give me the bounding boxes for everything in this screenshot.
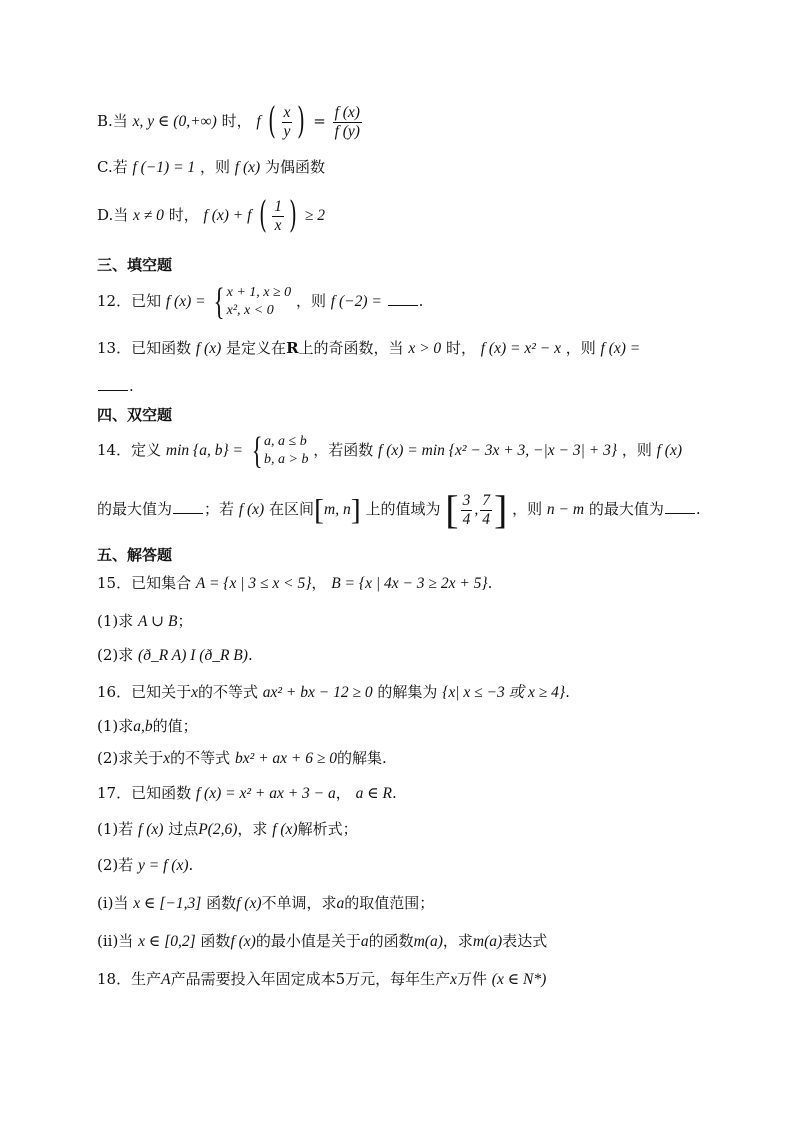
q17-p2: (2)若 [97,856,134,874]
option-c-expr: f (−1) = 1 [132,159,196,176]
question-16 [97,685,570,701]
q17-p2-end: . [188,856,194,874]
question-12 [97,283,423,321]
q17-ii-end: 表达式 [502,932,548,950]
question-14 [97,432,682,470]
q14-l2-t4: 上的值域为 [365,500,441,518]
q17-subpart-i [97,896,434,912]
question-15 [97,576,492,592]
q17-number: 17．已知函数 [97,784,192,802]
q17-ii-m: m(a) [413,933,443,950]
section-3-title: 三、填空题 [97,256,173,274]
q18-t2: 万件 [457,970,488,988]
q14-number: 14．定义 [97,441,162,459]
q17-p1-f: f (x) [138,821,164,838]
question-14-line-2: 的最大值为 ；若 f (x) 在区间[m, n] 上的值域为 [ $\frac{3}{4}$ , $\frac{7}{4}$ ] ，则 n − m 的最大值为 . [97,487,701,532]
option-b-frac-den: y [283,122,291,140]
q17-ii-label: (ii)当 [97,932,134,950]
q13-t2: 上的奇函数，当 [298,339,404,357]
q14-answer-blank-2 [665,499,695,514]
option-d-tail: ≥ 2 [304,207,325,224]
q17-i-f: f (x) [236,895,262,912]
q17-i-a: a [336,895,345,912]
q16-p2-ineq: bx² + ax + 6 ≥ 0 [234,750,338,767]
q14-t2: ，则 [621,441,652,459]
q16-number: 16．已知关于 [97,683,192,701]
q14-piecewise: { a, a ≤ b b, a > b [251,430,309,472]
q15-end: . [487,574,493,592]
q18-number: 18．生产 [97,970,162,988]
option-b-paren: ( $\frac{x}{y}$ ) [268,101,306,142]
q14-end: . [695,500,701,518]
q14-l2-t1: 的最大值为 [97,500,173,518]
q15-number: 15．已知集合 [97,574,192,592]
option-b-rhs [333,105,362,139]
q15-p2-label: (2)求 [97,646,134,664]
q14-t1: ，若函数 [313,441,374,459]
q15-p2-expr: (ð_R A) I (ð_R B) [138,647,248,664]
q14-expr: f (x) [656,442,682,459]
q14-case-1: a, a ≤ b [264,434,307,449]
q14-l2-t3: 在区间 [268,500,314,518]
q13-def: f (x) = x² − x [480,340,561,357]
q12-expr: f (x) = [165,293,206,310]
option-d-frac-num: 1 [274,198,282,215]
q17-def: f (x) = x² + ax + 3 − a [195,785,336,802]
q17-i-cond: x ∈ [−1,3] [133,895,202,912]
q17-sep: ， [335,784,351,802]
q14-nm: n − m [546,501,585,518]
question-13 [97,341,640,357]
option-d-paren: ( $\frac{1}{x}$ ) [259,195,297,236]
q13-real-set: R [286,339,299,357]
q15-p2-end: . [247,646,253,664]
q12-mid: ，则 [295,292,326,310]
q14-frac1-den: 4 [462,510,471,528]
q16-p1: (1)求 [97,717,134,735]
q13-expr: f (x) [195,340,222,357]
q17-p1-t2: ，求 [237,820,268,838]
option-d-prefix: D.当 [97,206,129,224]
q15-set-b: B = {x | 4x − 3 ≥ 2x + 5} [331,575,488,592]
question-13-answer-line [97,376,134,394]
q14-frac1-num: 3 [462,492,471,509]
q14-interval: m, n [324,501,351,518]
q17-part-1 [97,822,358,838]
q12-end: . [418,292,424,310]
q13-number: 13．已知函数 [97,339,192,357]
q12-expr2: f (−2) = [330,293,382,310]
q17-ii-f: f (x) [230,933,256,950]
q14-min: min {a, b} = [165,442,243,459]
option-d-frac-den: x [274,216,282,234]
q17-ii-m2: m(a) [472,933,503,950]
option-d-fraction [272,199,284,233]
section-5-title: 五、解答题 [97,546,173,564]
question-18 [97,972,546,988]
q16-t2: 的解集为 [377,683,438,701]
option-c-mid: ，则 [199,158,230,176]
option-b-frac-num: x [283,104,291,121]
q17-ii-a: a [360,933,369,950]
q15-part-2 [97,648,253,664]
option-d-expr: f (x) + f [203,207,252,224]
q16-ineq: ax² + bx − 12 ≥ 0 [262,684,373,701]
option-d-mid: 时， [168,206,199,224]
q15-sep: ， [311,574,327,592]
q13-t4: ，则 [565,339,596,357]
q14-l2-t6: 的最大值为 [588,500,664,518]
q17-ii-t: 函数 [200,932,231,950]
q16-part-2 [97,751,387,767]
q17-part-2 [97,858,193,874]
q17-end: . [392,784,397,802]
q17-p1-t: 过点 [168,820,199,838]
q17-p1-point: P(2,6) [198,821,238,838]
q14-frac2-den: 4 [482,510,490,528]
option-b-eq: = [313,112,326,130]
q16-part-1 [97,719,198,735]
q17-i-label: (i)当 [97,894,129,912]
q18-x: x [450,971,457,988]
q15-p1-expr: A ∪ B [138,613,178,630]
option-b-rhs-den: f (y) [334,122,360,140]
q17-subpart-ii [97,934,547,950]
q13-t1: 是定义在 [226,339,287,357]
q16-p1-ab: a,b [133,718,153,735]
q16-p2-end: 的解集. [337,749,387,767]
q16-t1: 的不等式 [197,683,258,701]
q13-expr2: f (x) = [600,340,641,357]
q17-ii-t2: 的最小值是关于 [255,932,361,950]
section-4-title: 四、双空题 [97,406,173,424]
option-b-f: f [256,113,261,130]
option-c-suffix: 为偶函数 [264,158,325,176]
q17-ii-t4: ，求 [442,932,473,950]
option-b-rhs-num: f (x) [334,104,360,121]
q17-i-t2: 不单调，求 [261,894,337,912]
option-b-condition: x, y ∈ (0,+∞) [132,113,217,130]
q13-cond: x > 0 [408,340,442,357]
q14-l2-t5: ，则 [512,500,543,518]
question-17 [97,786,397,802]
q16-p2-x: x [163,750,171,767]
q14-range-lower [461,493,473,527]
option-b-mid: 时， [221,112,252,130]
q12-case-2: x², x < 0 [226,303,274,318]
q12-case-1: x + 1, x ≥ 0 [226,285,292,300]
q14-frac2-num: 7 [482,492,490,509]
q14-range: [ $\frac{3}{4}$ , $\frac{7}{4}$ ] [445,487,508,532]
q12-number: 12．已知 [97,292,162,310]
q16-x: x [191,684,198,701]
option-c-prefix: C.若 [97,158,128,176]
option-c [97,160,325,176]
q12-answer-blank [388,291,418,306]
q15-part-1 [97,614,192,630]
q13-t3: 时， [445,339,476,357]
q17-p1: (1)若 [97,820,134,838]
q16-p2: (2)求关于 [97,749,164,767]
option-b [97,101,364,142]
q17-i-end: 的取值范围； [344,894,435,912]
q16-p1-end: 的值； [152,717,198,735]
option-d [97,195,325,236]
q15-p1-end: ； [177,612,193,630]
q17-p1-end: 解析式； [297,820,358,838]
q17-p1-f2: f (x) [272,821,298,838]
q14-answer-blank-1 [173,499,203,514]
q16-end: . [565,683,570,701]
q12-piecewise: { x + 1, x ≥ 0 x², x < 0 [214,281,292,323]
q14-def: f (x) = min {x² − 3x + 3, −|x − 3| + 3} [378,442,618,459]
q14-l2-t2: ；若 [204,500,235,518]
q14-range-upper [480,493,492,527]
q18-t1: 产品需要投入年固定成本5万元，每年生产 [170,970,451,988]
q17-ii-t3: 的函数 [368,932,414,950]
q17-domain: a ∈ R [355,785,393,802]
q18-a: A [161,971,171,988]
q17-i-t: 函数 [206,894,237,912]
q17-p2-expr: y = f (x) [138,857,189,874]
q15-p1-label: (1)求 [97,612,134,630]
option-d-cond: x ≠ 0 [133,207,164,224]
q16-p2-t: 的不等式 [170,749,231,767]
q16-set: {x| x ≤ −3 或 x ≥ 4} [442,684,566,701]
q18-cond: (x ∈ N*) [491,971,547,988]
option-c-expr2: f (x) [234,159,261,176]
q17-ii-cond: x ∈ [0,2] [138,933,196,950]
q15-set-a: A = {x | 3 ≤ x < 5} [195,575,312,592]
q13-end: . [129,377,134,395]
option-b-fraction [282,105,293,139]
option-b-prefix: B.当 [97,112,128,130]
q13-answer-blank [98,376,128,391]
q14-case-2: b, a > b [264,452,309,467]
q14-l2-expr: f (x) [238,501,265,518]
